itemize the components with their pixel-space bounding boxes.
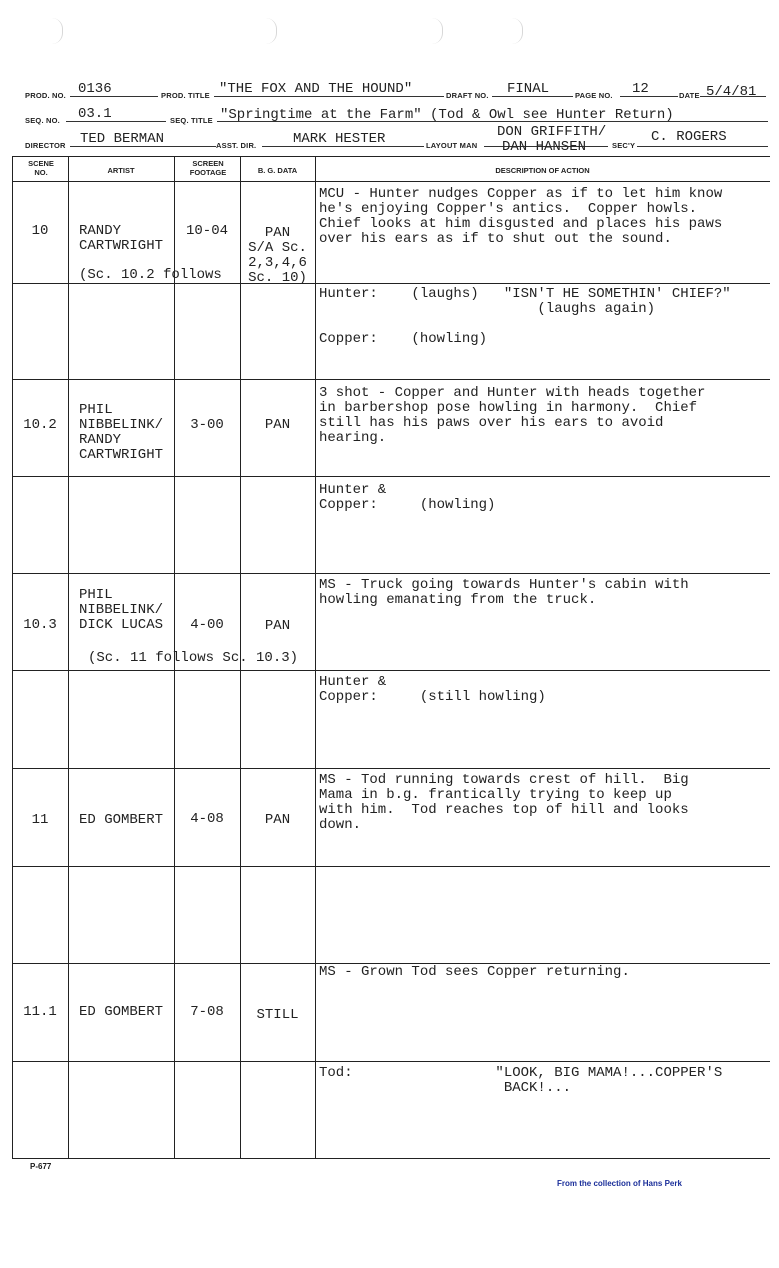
punch-hole [512,18,523,44]
punch-hole [266,18,277,44]
follow-note: (Sc. 11 follows Sc. 10.3) [88,650,299,666]
scene-number: 10.3 [23,617,57,633]
seq-title-value: "Springtime at the Farm" (Tod & Owl see Hunter Return) [220,107,674,123]
follow-note: (Sc. 10.2 follows [79,267,222,283]
draft-no-label: DRAFT NO. [446,91,489,100]
scene-number: 10.2 [23,417,57,433]
seq-no-label: SEQ. NO. [25,116,60,125]
asst-dir-label: ASST. DIR. [216,141,257,150]
dialogue: Tod: "LOOK, BIG MAMA!...COPPER'S BACK!... [319,1065,723,1096]
artist-name: PHIL NIBBELINK/ DICK LUCAS [79,587,164,633]
row-divider [12,866,770,867]
col-header-description: DESCRIPTION OF ACTION [495,166,590,175]
row-divider [12,476,770,477]
artist-name: ED GOMBERT [79,812,164,828]
action-description: MCU - Hunter nudges Copper as if to let him know he's enjoying Copper's antics. Copper howls. Chief looks at him disgusted and places his paws over his ears as if to shut out the sound. [319,186,723,247]
page-no-value: 12 [632,81,649,97]
row-divider [12,1061,770,1062]
artist-name: RANDY CARTWRIGHT [79,223,164,254]
dialogue: Hunter: (laughs) "ISN'T HE SOMETHIN' CHIEF?" (laughs again) Copper: (howling) [319,286,731,347]
layout-man-value-1: DON GRIFFITH/ [497,124,607,140]
row-divider [12,670,770,671]
bg-data: PAN [264,618,291,634]
scene-number: 11.1 [23,1004,57,1020]
date-label: DATE [679,91,700,100]
prod-no-value: 0136 [78,81,112,97]
bg-data: PAN [264,417,291,433]
date-value: 5/4/81 [706,84,757,100]
table-bottom-border [12,1158,770,1159]
prod-title-label: PROD. TITLE [161,91,210,100]
artist-name: PHIL NIBBELINK/ RANDY CARTWRIGHT [79,402,164,463]
dialogue: Hunter & Copper: (howling) [319,482,496,513]
punch-hole [52,18,63,44]
screen-footage: 10-04 [185,223,228,239]
action-description: 3 shot - Copper and Hunter with heads together in barbershop pose howling in harmony. Chief still has his paws over his ears to avoid hearing. [319,385,706,446]
secy-label: SEC'Y [612,141,636,150]
col-header-footage: SCREEN FOOTAGE [189,159,227,177]
col-header-scene: SCENE NO. [28,159,54,177]
screen-footage: 4-00 [190,617,224,633]
draft-no-value: FINAL [507,81,550,97]
row-divider [12,379,770,380]
bg-data: PAN [264,812,291,828]
row-divider [12,283,770,284]
collection-credit: From the collection of Hans Perk [557,1179,682,1188]
seq-title-label: SEQ. TITLE [170,116,213,125]
secy-value: C. ROGERS [651,129,727,145]
form-number: P-677 [30,1162,52,1171]
row-divider [12,573,770,574]
artist-name: ED GOMBERT [79,1004,164,1020]
table-header-border [12,181,770,182]
prod-title-value: "THE FOX AND THE HOUND" [219,81,413,97]
seq-no-value: 03.1 [78,106,112,122]
col-divider [68,156,69,1158]
bg-data: STILL [256,1007,299,1023]
action-description: MS - Grown Tod sees Copper returning. [319,964,630,980]
row-divider [12,768,770,769]
scene-number: 10 [31,223,49,239]
prod-no-label: PROD. NO. [25,91,66,100]
layout-man-value-2: DAN HANSEN [502,139,587,155]
screen-footage: 4-08 [190,811,224,827]
table-top-border [12,156,770,157]
screen-footage: 3-00 [190,417,224,433]
punch-hole [432,18,443,44]
action-description: MS - Tod running towards crest of hill. Big Mama in b.g. frantically trying to keep up with him. Tod reaches top of hill and looks down. [319,772,689,833]
secy-line [637,146,768,147]
director-value: TED BERMAN [80,131,165,147]
layout-man-label: LAYOUT MAN [426,141,478,150]
asst-dir-value: MARK HESTER [293,131,386,147]
page-no-label: PAGE NO. [575,91,613,100]
action-description: MS - Truck going towards Hunter's cabin with howling emanating from the truck. [319,577,689,608]
director-label: DIRECTOR [25,141,66,150]
bg-data: PAN S/A Sc. 2,3,4,6 Sc. 10) [248,225,307,286]
scene-number: 11 [31,812,49,828]
dialogue: Hunter & Copper: (still howling) [319,674,546,705]
col-header-bg: B. G. DATA [257,166,298,175]
screen-footage: 7-08 [190,1004,224,1020]
col-header-artist: ARTIST [107,166,135,175]
page-no-line [620,96,678,97]
